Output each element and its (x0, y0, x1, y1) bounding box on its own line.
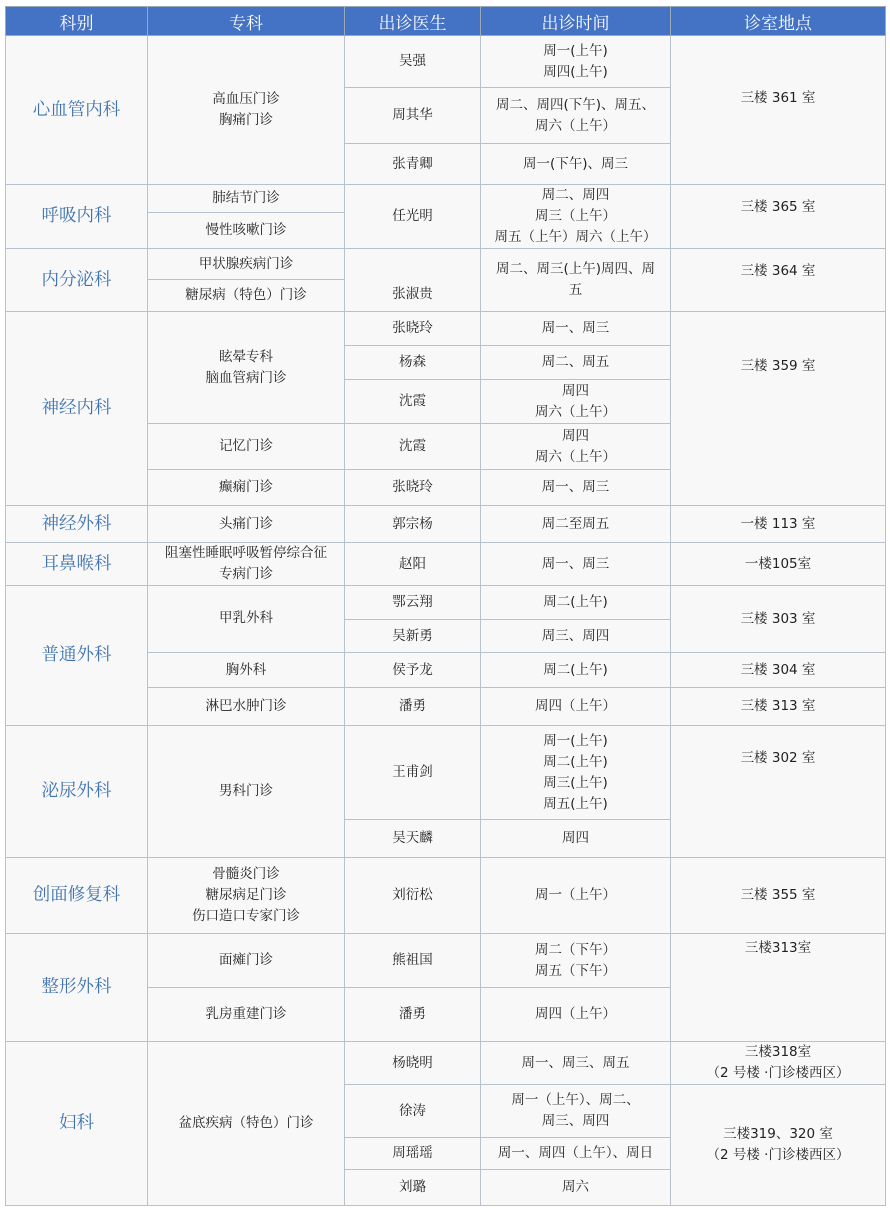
doctor-cell: 刘衍松 (345, 858, 481, 934)
table-row (6, 249, 886, 280)
time-cell: 周三、周四 (481, 620, 671, 653)
time-cell: 周二、周三(上午)周四、周 五 (481, 249, 671, 312)
room-cell: 三楼 364 室 (671, 249, 886, 312)
table-row (6, 185, 886, 213)
doctor-cell: 鄂云翔 (345, 586, 481, 620)
room-cell: 三楼 304 室 (671, 653, 886, 688)
dept-wound-repair: 创面修复科 (6, 858, 148, 934)
table-row (6, 312, 886, 346)
doctor-cell: 沈霞 (345, 424, 481, 470)
room-cell: 一楼 113 室 (671, 506, 886, 543)
schedule-table-wrapper (5, 6, 886, 1206)
header-specialty: 专科 (148, 7, 345, 36)
dept-urology: 泌尿外科 (6, 726, 148, 858)
time-cell: 周一（上午）、周二、 周三、周四 (481, 1085, 671, 1138)
specialty-cell: 骨髓炎门诊 糖尿病足门诊 伤口造口专家门诊 (148, 858, 345, 934)
room-cell: 三楼 361 室 (671, 36, 886, 185)
specialty-cell: 面瘫门诊 (148, 934, 345, 988)
room-cell: 三楼 359 室 (671, 312, 886, 506)
doctor-cell: 周其华 (345, 88, 481, 144)
table-row (6, 726, 886, 820)
specialty-cell: 眩晕专科 脑血管病门诊 (148, 312, 345, 424)
specialty-cell: 阻塞性睡眠呼吸暂停综合征 专病门诊 (148, 543, 345, 586)
doctor-cell: 刘璐 (345, 1170, 481, 1206)
table-row (6, 543, 886, 586)
room-cell: 三楼 313 室 (671, 688, 886, 726)
table-row (6, 586, 886, 620)
specialty-cell: 甲乳外科 (148, 586, 345, 653)
room-cell: 三楼 303 室 (671, 586, 886, 653)
time-cell: 周一(上午) 周四(上午) (481, 36, 671, 88)
doctor-cell: 王甫剑 (345, 726, 481, 820)
time-cell: 周四 (481, 820, 671, 858)
dept-plastic-surgery: 整形外科 (6, 934, 148, 1042)
time-cell: 周一(下午)、周三 (481, 144, 671, 185)
header-room: 诊室地点 (671, 7, 886, 36)
time-cell: 周一、周三、周五 (481, 1042, 671, 1085)
time-cell: 周二、周五 (481, 346, 671, 380)
room-cell: 三楼 355 室 (671, 858, 886, 934)
time-cell: 周二、周四 周三（上午） 周五（上午）周六（上午） (481, 185, 671, 249)
specialty-cell: 高血压门诊 胸痛门诊 (148, 36, 345, 185)
room-cell: 三楼318室 （2 号楼 ·门诊楼西区） (671, 1042, 886, 1085)
clinic-schedule-table (5, 6, 886, 1206)
specialty-cell: 胸外科 (148, 653, 345, 688)
specialty-cell: 淋巴水肿门诊 (148, 688, 345, 726)
doctor-cell: 张青卿 (345, 144, 481, 185)
header-row (6, 7, 886, 36)
table-row (6, 934, 886, 988)
room-cell: 三楼 302 室 (671, 726, 886, 858)
time-cell: 周四 周六（上午） (481, 380, 671, 424)
dept-respiratory: 呼吸内科 (6, 185, 148, 249)
dept-general-surgery: 普通外科 (6, 586, 148, 726)
specialty-cell: 肺结节门诊 (148, 185, 345, 213)
specialty-cell: 头痛门诊 (148, 506, 345, 543)
specialty-cell: 甲状腺疾病门诊 (148, 249, 345, 280)
doctor-cell: 吴新勇 (345, 620, 481, 653)
time-cell: 周二(上午) (481, 653, 671, 688)
time-cell: 周一、周四（上午）、周日 (481, 1138, 671, 1170)
time-cell: 周六 (481, 1170, 671, 1206)
doctor-cell: 吴天麟 (345, 820, 481, 858)
time-cell: 周四 周六（上午） (481, 424, 671, 470)
doctor-cell: 任光明 (345, 185, 481, 249)
specialty-cell: 乳房重建门诊 (148, 988, 345, 1042)
time-cell: 周一、周三 (481, 312, 671, 346)
time-cell: 周二(上午) (481, 586, 671, 620)
doctor-cell: 吴强 (345, 36, 481, 88)
doctor-cell: 徐涛 (345, 1085, 481, 1138)
doctor-cell: 熊祖国 (345, 934, 481, 988)
dept-endocrinology: 内分泌科 (6, 249, 148, 312)
time-cell: 周二（下午） 周五（下午） (481, 934, 671, 988)
specialty-cell: 慢性咳嗽门诊 (148, 213, 345, 249)
dept-cardiology: 心血管内科 (6, 36, 148, 185)
doctor-cell: 杨晓明 (345, 1042, 481, 1085)
time-cell: 周一、周三 (481, 543, 671, 586)
table-row (6, 1042, 886, 1085)
specialty-cell: 男科门诊 (148, 726, 345, 858)
header-doctor: 出诊医生 (345, 7, 481, 36)
dept-neurology: 神经内科 (6, 312, 148, 506)
table-row (6, 506, 886, 543)
time-cell: 周四（上午） (481, 988, 671, 1042)
doctor-cell: 张晓玲 (345, 470, 481, 506)
time-cell: 周二、周四(下午)、周五、 周六（上午） (481, 88, 671, 144)
specialty-cell: 癫痫门诊 (148, 470, 345, 506)
doctor-cell: 张淑贵 (345, 249, 481, 312)
room-cell: 三楼313室 (671, 934, 886, 1042)
doctor-cell: 张晓玲 (345, 312, 481, 346)
doctor-cell: 侯予龙 (345, 653, 481, 688)
time-cell: 周四（上午） (481, 688, 671, 726)
header-department: 科别 (6, 7, 148, 36)
doctor-cell: 赵阳 (345, 543, 481, 586)
time-cell: 周一(上午) 周二(上午) 周三(上午) 周五(上午) (481, 726, 671, 820)
dept-ent: 耳鼻喉科 (6, 543, 148, 586)
time-cell: 周一（上午） (481, 858, 671, 934)
table-row (6, 858, 886, 934)
doctor-cell: 潘勇 (345, 988, 481, 1042)
time-cell: 周二至周五 (481, 506, 671, 543)
time-cell: 周一、周三 (481, 470, 671, 506)
room-cell: 三楼319、320 室 （2 号楼 ·门诊楼西区） (671, 1085, 886, 1206)
header-time: 出诊时间 (481, 7, 671, 36)
doctor-cell: 杨森 (345, 346, 481, 380)
doctor-cell: 周瑶瑶 (345, 1138, 481, 1170)
room-cell: 三楼 365 室 (671, 185, 886, 249)
dept-neurosurgery: 神经外科 (6, 506, 148, 543)
specialty-cell: 盆底疾病（特色）门诊 (148, 1042, 345, 1206)
specialty-cell: 糖尿病（特色）门诊 (148, 280, 345, 312)
doctor-cell: 潘勇 (345, 688, 481, 726)
doctor-cell: 郭宗杨 (345, 506, 481, 543)
table-row (6, 36, 886, 88)
doctor-cell: 沈霞 (345, 380, 481, 424)
dept-gynecology: 妇科 (6, 1042, 148, 1206)
room-cell: 一楼105室 (671, 543, 886, 586)
specialty-cell: 记忆门诊 (148, 424, 345, 470)
